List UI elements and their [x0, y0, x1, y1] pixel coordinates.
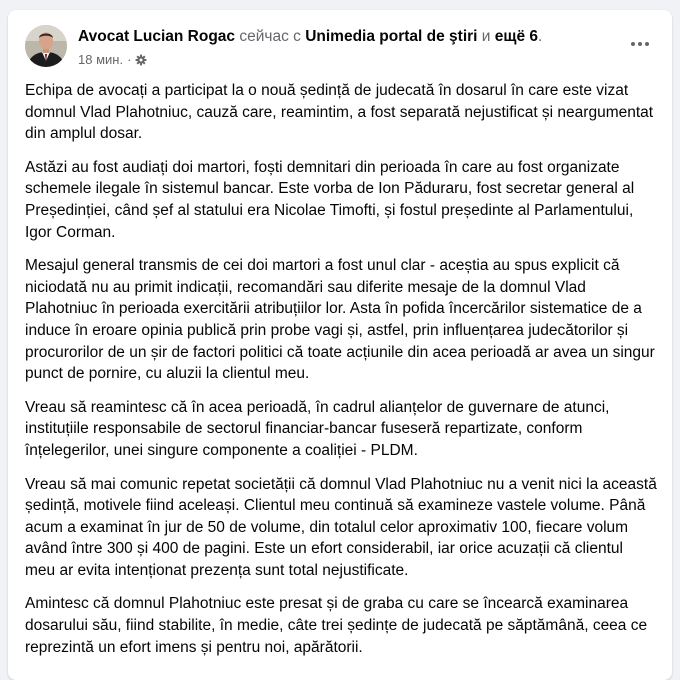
- time-word: сейчас: [239, 28, 289, 45]
- post-meta: [78, 52, 147, 67]
- avatar-photo: [25, 25, 67, 67]
- post-paragraph: Astăzi au fost audiați doi martori, foști demnitari din perioada în care au fost organizate schemele ilegale în sistemul bancar. Este vorba de Ion Păduraru, fost secretar general al Președinției, când șef al statului era Nicolae Timofti, și fostul președinte al Parlamentului, Igor Corman.: [25, 158, 635, 241]
- post-body: [25, 80, 657, 670]
- with-word: с: [293, 28, 301, 45]
- more-options-icon[interactable]: [625, 32, 655, 56]
- gear-icon[interactable]: [135, 54, 147, 66]
- author-avatar[interactable]: [25, 25, 67, 67]
- tagged-page-link[interactable]: Unimedia portal de ştiri: [305, 28, 478, 45]
- post-paragraph: Amintesc că domnul Plahotniuc este presat și de graba cu care se încearcă examinarea dosarului său, fiind stabilite, în medie, câte trei ședințe de judecată pe săptămână, ceea ce reprezintă un efort imens și pentru noi, apărătorii.: [25, 595, 648, 656]
- meta-separator: ·: [127, 52, 132, 67]
- and-word: и: [481, 28, 491, 45]
- author-name[interactable]: Avocat Lucian Rogac: [78, 28, 236, 45]
- post-paragraph: Vreau să reamintesc că în acea perioadă, în cadrul alianțelor de guvernare de atunci, instituțiile responsabile de sectorul financiar-bancar fuseseră repartizate, conform înțelegerilor, unei singure componente a coaliției - PLDM.: [25, 398, 610, 459]
- post-paragraph: Echipa de avocați a participat la o nouă ședință de judecată în dosarul în care este vizat domnul Vlad Plahotniuc, cauză care, reamintim, a fost separată nejustificat și neargumentat din amplul dosar.: [25, 82, 654, 143]
- post-paragraph: Mesajul general transmis de cei doi martori a fost unul clar - aceștia au spus explicit că niciodată nu au primit indicații, recomandări sau diferite mesaje de la domnul Vlad Plahotniuc în perioada exercitării atribuțiilor lor. Asta în pofida încercărilor sistematice de a induce în eroare opinia publică prin probe vagi și, astfel, prin influențarea judecătorilor și procurorilor de un șir de factori politici că toate acțiunile din acea perioadă ar avea un singur punct de pornire, cu aluzii la clientul meu.: [25, 257, 655, 383]
- others-link[interactable]: ещё 6: [494, 28, 539, 45]
- header-end-punct: .: [538, 28, 543, 45]
- post-paragraph: Vreau să mai comunic repetat societății că domnul Vlad Plahotniuc nu a venit nici la această ședință, motivele fiind aceleași. Clientul meu continuă să examineze vastele volume. Până acum a examinat în jur de 50 de volume, din totalul celor aproximativ 100, fiecare volum având între 300 și 400 de pagini. Este un efort considerabil, iar orice acuzații că clientul meu ar evita intenționat prezența sunt total nejustificate.: [25, 475, 657, 579]
- post-card: [8, 10, 672, 680]
- post-timestamp[interactable]: 18 мин.: [78, 52, 124, 67]
- post-header: [78, 28, 542, 46]
